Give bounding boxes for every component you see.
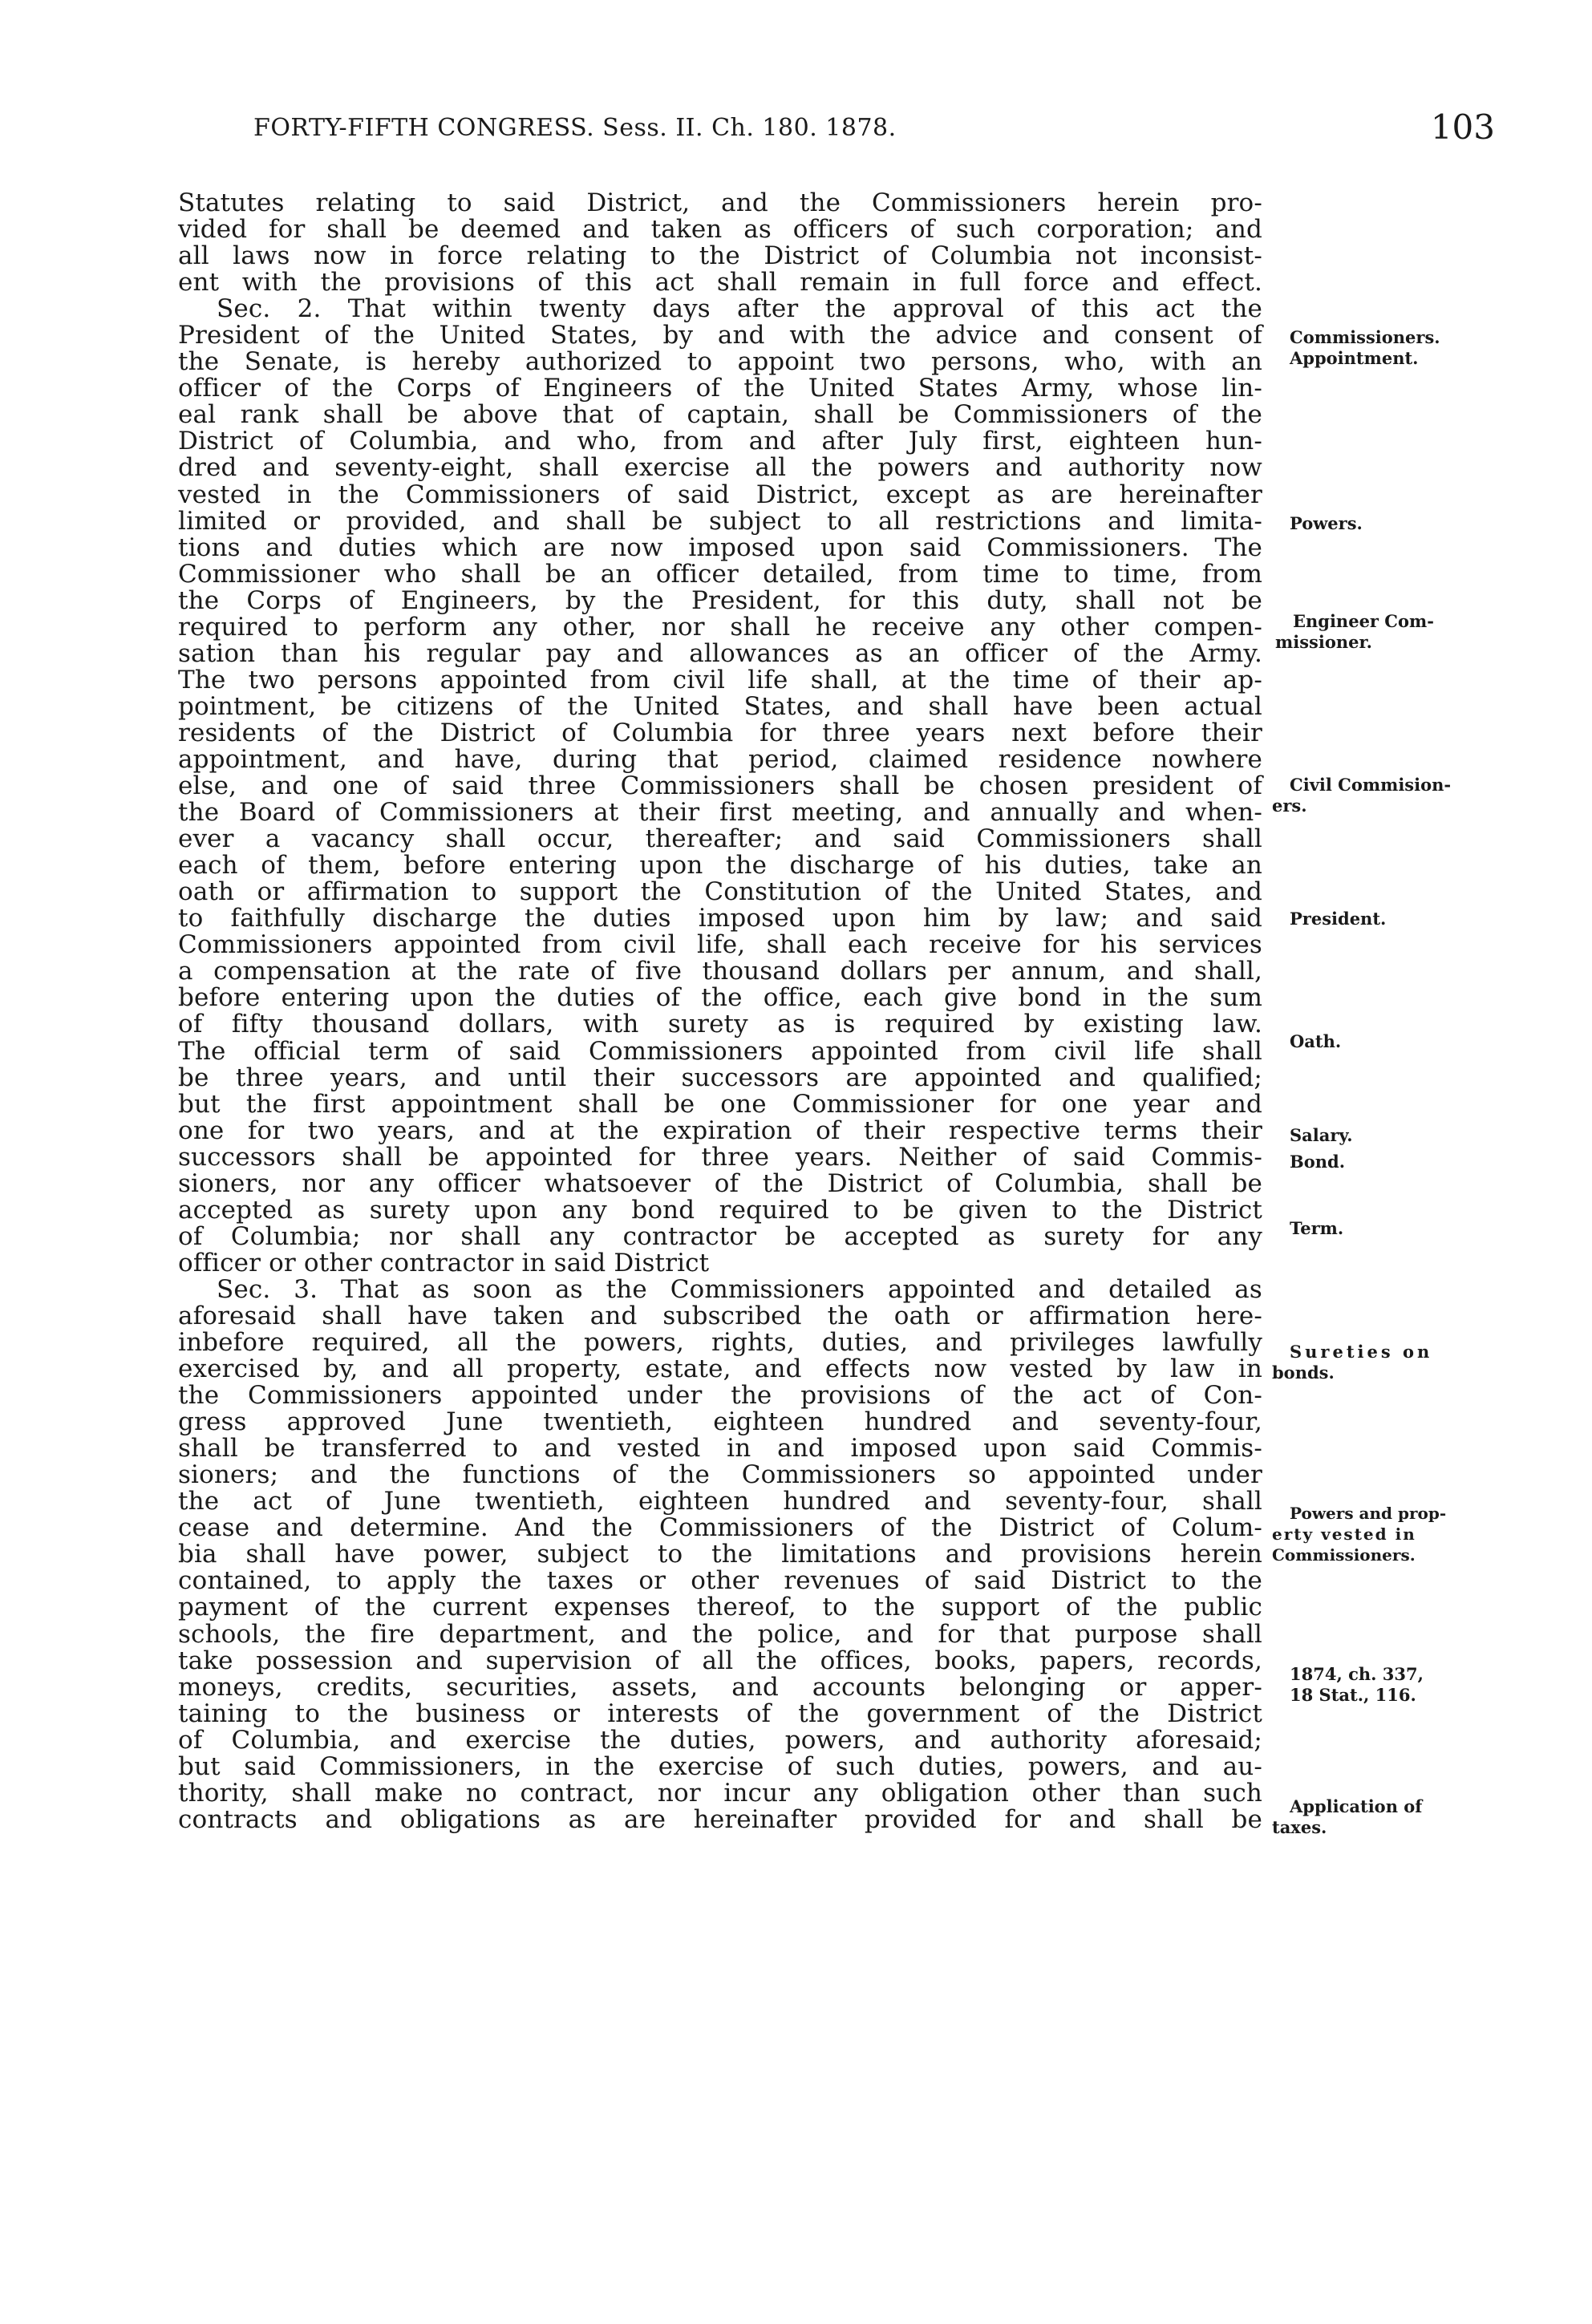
margin-note-salary bbox=[1290, 1125, 1353, 1146]
text-line: the Board of Commissioners at their first meeting, and annually and when- bbox=[178, 798, 1262, 828]
text-line: contracts and obligations as are hereinafter provided for and shall be bbox=[178, 1804, 1262, 1834]
text-line: exercised by, and all property, estate, and effects now vested by law in bbox=[178, 1354, 1262, 1384]
text-line: ent with the provisions of this act shall remain in full force and effect. bbox=[178, 268, 1262, 298]
margin-note-line: Application of bbox=[1290, 1796, 1423, 1816]
margin-note-president bbox=[1290, 909, 1386, 929]
text-line: sioners; and the functions of the Commissioners so appointed under bbox=[178, 1460, 1262, 1490]
text-line: limited or provided, and shall be subject to all restrictions and limita- bbox=[178, 506, 1262, 536]
margin-note-line: ers. bbox=[1272, 796, 1307, 816]
text-line: officer or other contractor in said District bbox=[178, 1248, 710, 1277]
margin-note-line: President. bbox=[1290, 909, 1387, 929]
text-line: gress approved June twentieth, eighteen hundred and seventy-four, bbox=[178, 1407, 1262, 1437]
text-line: schools, the fire department, and the police, and for that purpose shall bbox=[178, 1619, 1262, 1649]
text-line: before entering upon the duties of the office, each give bond in the sum bbox=[178, 983, 1262, 1013]
text-line: bia shall have power, subject to the limitations and provisions herein bbox=[178, 1540, 1262, 1569]
margin-note-line: Oath. bbox=[1290, 1031, 1342, 1051]
text-line: Commissioners appointed from civil life, shall each receive for his services bbox=[178, 930, 1262, 960]
text-line: aforesaid shall have taken and subscribed the oath or affirmation here- bbox=[178, 1301, 1262, 1330]
text-line: vided for shall be deemed and taken as officers of such corporation; and bbox=[178, 215, 1262, 245]
running-header bbox=[180, 107, 1495, 152]
text-line: residents of the District of Columbia for three years next before their bbox=[178, 718, 1262, 747]
text-line: ever a vacancy shall occur, thereafter; and said Commissioners shall bbox=[178, 824, 1262, 854]
margin-note-bond bbox=[1290, 1152, 1345, 1172]
text-line: moneys, credits, securities, assets, and accounts belonging or apper- bbox=[178, 1672, 1262, 1702]
text-line: but the first appointment shall be one Commissioner for one year and bbox=[178, 1089, 1262, 1119]
margin-note-line: erty vested in bbox=[1272, 1524, 1416, 1544]
margin-note-sureties-on-bonds bbox=[1272, 1342, 1433, 1383]
text-line: all laws now in force relating to the District of Columbia not inconsist- bbox=[178, 241, 1262, 271]
text-line: of Columbia, and exercise the duties, powers, and authority aforesaid; bbox=[178, 1725, 1262, 1755]
margin-note-line: missioner. bbox=[1275, 632, 1372, 652]
text-line: cease and determine. And the Commissioners of the District of Colum- bbox=[178, 1513, 1262, 1543]
running-head-title: FORTY-FIFTH CONGRESS. Sess. II. Ch. 180. 1878. bbox=[253, 114, 897, 142]
text-line: oath or affirmation to support the Constitution of the United States, and bbox=[178, 877, 1262, 907]
text-line: officer of the Corps of Engineers of the United States Army, whose lin- bbox=[178, 374, 1262, 403]
text-line: each of them, before entering upon the discharge of his duties, take an bbox=[178, 851, 1262, 881]
text-line: Statutes relating to said District, and the Commissioners herein pro- bbox=[178, 188, 1262, 217]
text-line bbox=[178, 1833, 1262, 1860]
margin-note-line: Commissioners. bbox=[1290, 327, 1440, 347]
text-line: sation than his regular pay and allowances as an officer of the Army. bbox=[178, 638, 1262, 668]
margin-note-line: Commissioners. bbox=[1272, 1545, 1416, 1565]
text-line: District of Columbia, and who, from and after July first, eighteen hun- bbox=[178, 427, 1262, 456]
text-line: dred and seventy-eight, shall exercise all the powers and authority now bbox=[178, 453, 1262, 483]
text-line: one for two years, and at the expiration of their respective terms their bbox=[178, 1115, 1262, 1145]
text-line: inbefore required, all the powers, rights, duties, and privileges lawfully bbox=[178, 1328, 1262, 1358]
text-line: else, and one of said three Commissioners shall be chosen president of bbox=[178, 771, 1262, 801]
text-line: required to perform any other, nor shall he receive any other compen- bbox=[178, 612, 1262, 642]
text-line: take possession and supervision of all the offices, books, papers, records, bbox=[178, 1646, 1262, 1675]
margin-note-line: taxes. bbox=[1272, 1817, 1327, 1837]
text-line: the Corps of Engineers, by the President, for this duty, shall not be bbox=[178, 585, 1262, 615]
text-line: be three years, and until their successors are appointed and qualified; bbox=[178, 1063, 1262, 1092]
margin-note-engineer-commissioner bbox=[1275, 611, 1434, 653]
text-line: appointment, and have, during that period, claimed residence nowhere bbox=[178, 744, 1262, 774]
margin-note-line: Bond. bbox=[1290, 1152, 1346, 1172]
text-line: Commissioner who shall be an officer detailed, from time to time, from bbox=[178, 559, 1262, 589]
text-line: taining to the business or interests of the government of the District bbox=[178, 1698, 1262, 1728]
text-line: tions and duties which are now imposed upon said Commissioners. The bbox=[178, 532, 1262, 562]
text-line: sioners, nor any officer whatsoever of the District of Columbia, shall be bbox=[178, 1168, 1262, 1198]
text-line: the Commissioners appointed under the provisions of the act of Con- bbox=[178, 1381, 1262, 1411]
margin-note-line: Engineer Com- bbox=[1293, 611, 1434, 631]
text-line: thority, shall make no contract, nor incur any obligation other than such bbox=[178, 1778, 1262, 1808]
text-line: shall be transferred to and vested in and imposed upon said Commis- bbox=[178, 1434, 1262, 1464]
margin-note-line: Term. bbox=[1290, 1218, 1344, 1238]
text-line: but said Commissioners, in the exercise of such duties, powers, and au- bbox=[178, 1751, 1262, 1781]
text-line: to faithfully discharge the duties imposed upon him by law; and said bbox=[178, 904, 1262, 933]
page-number: 103 bbox=[1430, 107, 1495, 147]
text-line: the act of June twentieth, eighteen hundred and seventy-four, shall bbox=[178, 1487, 1262, 1516]
margin-note-line: Sureties on bbox=[1290, 1342, 1433, 1362]
text-line: The official term of said Commissioners appointed from civil life shall bbox=[178, 1036, 1262, 1066]
text-line: President of the United States, by and with the advice and consent of bbox=[178, 321, 1262, 350]
section-3-start: Sec. 3. That as soon as the Commissioners appointed and detailed as bbox=[217, 1274, 1262, 1304]
margin-note-term bbox=[1290, 1218, 1343, 1239]
text-line: of Columbia; nor shall any contractor be accepted as surety for any bbox=[178, 1221, 1262, 1251]
text-line: a compensation at the rate of five thousand dollars per annum, and shall, bbox=[178, 957, 1262, 986]
margin-note-statute-citation bbox=[1290, 1664, 1424, 1706]
margin-note-line: Appointment. bbox=[1290, 348, 1419, 368]
margin-note-line: Salary. bbox=[1290, 1125, 1353, 1145]
margin-note-application-of-taxes bbox=[1272, 1796, 1423, 1838]
text-line: vested in the Commissioners of said District, except as are hereinafter bbox=[178, 480, 1262, 509]
text-line: accepted as surety upon any bond required to be given to the District bbox=[178, 1195, 1262, 1225]
margin-note-line: Powers and prop- bbox=[1290, 1504, 1447, 1523]
margin-note-commissioners-appointment bbox=[1290, 327, 1440, 369]
margin-note-civil-commissioners bbox=[1272, 775, 1452, 816]
text-line: The two persons appointed from civil life shall, at the time of their ap- bbox=[178, 665, 1262, 694]
text-line: eal rank shall be above that of captain, shall be Commissioners of the bbox=[178, 400, 1262, 430]
text-line: the Senate, is hereby authorized to appoint two persons, who, with an bbox=[178, 347, 1262, 377]
text-line: contained, to apply the taxes or other revenues of said District to the bbox=[178, 1566, 1262, 1596]
text-line: pointment, be citizens of the United States, and shall have been actual bbox=[178, 691, 1262, 721]
section-2-start: Sec. 2. That within twenty days after the approval of this act the bbox=[217, 294, 1262, 324]
margin-note-powers-and-property bbox=[1272, 1503, 1447, 1565]
text-line: successors shall be appointed for three years. Neither of said Commis- bbox=[178, 1142, 1262, 1172]
body-text bbox=[178, 190, 1262, 1860]
margin-note-line: 1874, ch. 337, bbox=[1290, 1664, 1424, 1684]
margin-note-oath bbox=[1290, 1031, 1341, 1052]
margin-note-line: bonds. bbox=[1272, 1362, 1335, 1383]
margin-note-line: 18 Stat., 116. bbox=[1290, 1685, 1416, 1705]
text-line: payment of the current expenses thereof, to the support of the public bbox=[178, 1593, 1262, 1622]
margin-note-line: Powers. bbox=[1290, 513, 1363, 533]
margin-note-line: Civil Commision- bbox=[1290, 775, 1452, 795]
text-line: of fifty thousand dollars, with surety as is required by existing law. bbox=[178, 1010, 1262, 1039]
margin-note-powers bbox=[1290, 513, 1363, 534]
